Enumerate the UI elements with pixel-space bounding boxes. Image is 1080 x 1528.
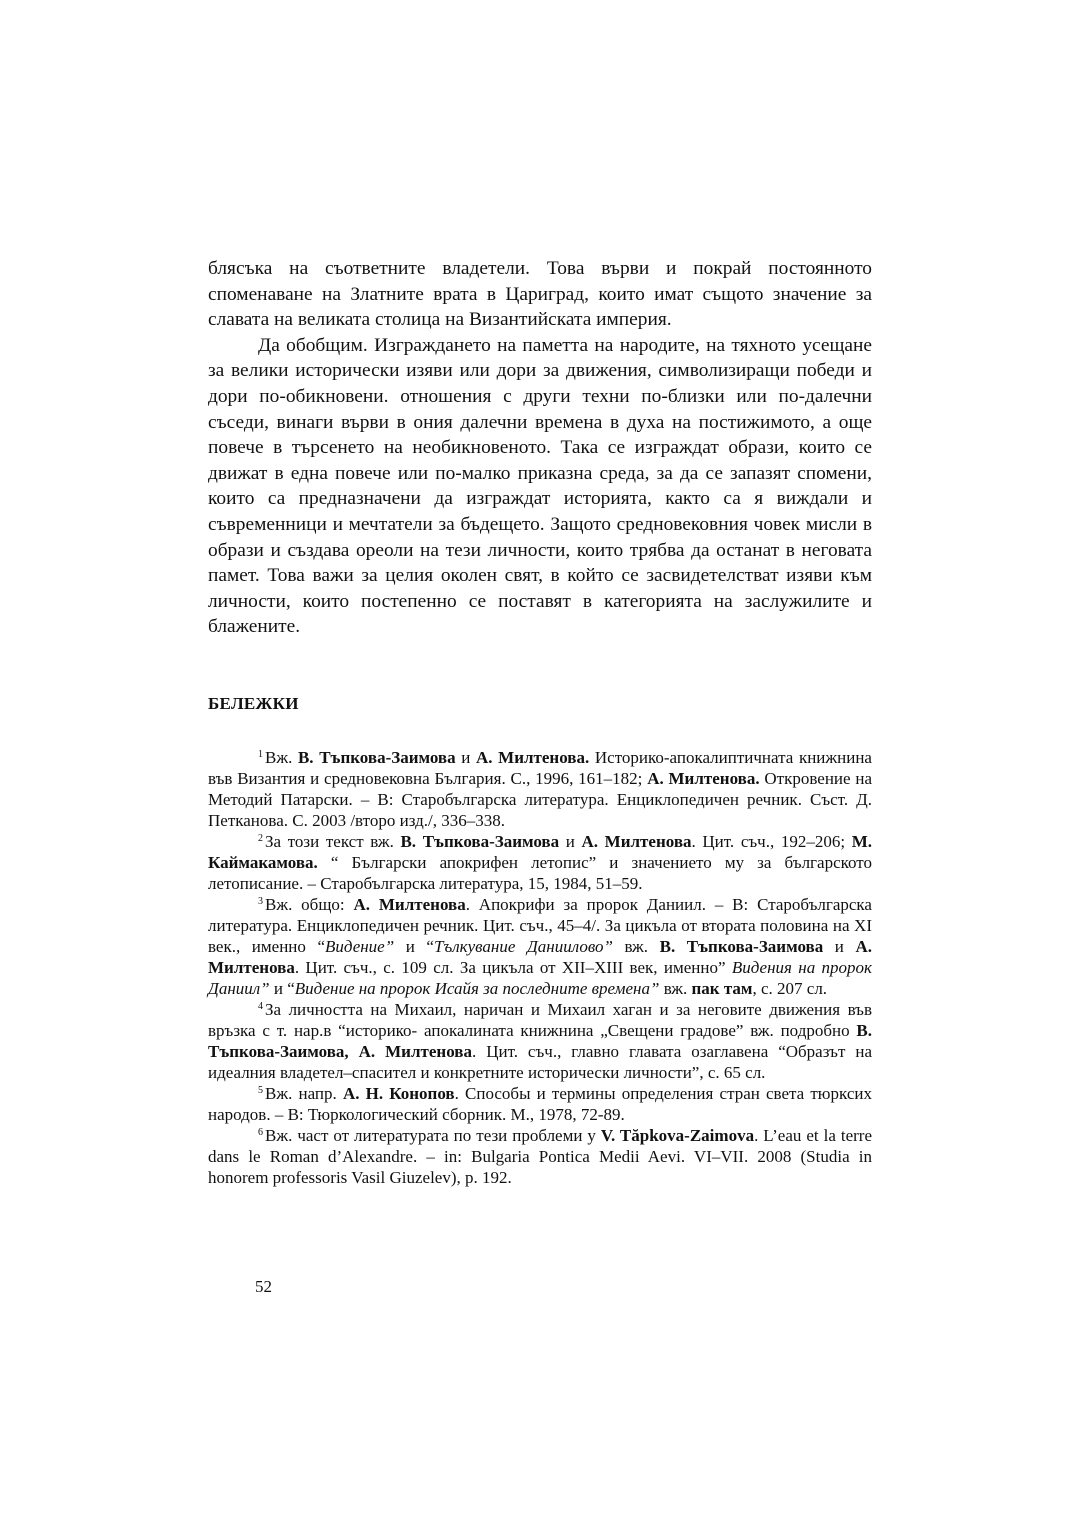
footnote-text: . Способы и термины определения стран света тюрксих народов. – В: Тюркологический сборник. М., 1978, 72-89.: [208, 1083, 872, 1124]
footnote-text: Вж. общо:: [265, 894, 354, 914]
footnote-text: и: [455, 747, 476, 767]
footnote-text: “ Български апокрифен летопис” и значението му за българското летописание. – Старобългарска литература, 15, 1984, 51–59.: [208, 852, 872, 893]
footnote-author: А. Н. Конопов: [342, 1083, 455, 1103]
page-number: 52: [255, 1277, 272, 1296]
footnote-text: Историко-апокалиптичната книжнина във Византия и средновековна България. С., 1996, 161–182;: [208, 747, 872, 788]
footnote-text: . Цит. съч., 192–206;: [691, 831, 852, 851]
footnote-author: А. Милтенова: [208, 936, 872, 977]
body-paragraph-1: блясъка на съответните владетели. Това върви и покрай постоянното споменаване на Златните врата в Цариград, които имат същото значение за славата на великата столица на Византийската империя.: [208, 258, 872, 331]
body-paragraph-2: Да обобщим. Изграждането на паметта на народите, на тяхното усещане за велики исторически изяви или дори за движения, символизиращи победи и дори по-обикновени. отношения с други техни по-близки или по-далечни съседи, винаги върви в ония далечни времена в духа на постижимото, а още повече в търсенето на необикновеното. Така се изграждат образи, които се движат в една повече или по-малко приказна среда, за да се запазят спомени, които са предназначени да изграждат историята, както са я виждали и съвременници и мечтатели за бъдещето. Защото средновековния човек мисли в образи и създава ореоли на тези личности, които трябва да останат в неговата памет. Това важи за целия околен свят, в който се засвидетелстват изяви към личности, които постепенно се поставят в категорията на заслужилите и блажените.: [208, 334, 872, 638]
footnote-text: Вж. напр.: [265, 1083, 343, 1103]
footnote-author: А. Милтенова: [353, 894, 466, 914]
footnote: [208, 831, 872, 894]
footnote: [208, 999, 872, 1083]
footnote-number: 5: [258, 1084, 263, 1096]
footnote-text: За личността на Михаил, наричан и Михаил хаган и за неговите движения във връзка с т. нар.в “историко- апокалината книжнина „Свещени градове” вж. подробно: [208, 999, 872, 1040]
footnote-text: и “: [269, 978, 295, 998]
footnote-author: В. Тъпкова-Заимова: [400, 831, 560, 851]
footnote-number: 3: [258, 895, 263, 907]
footnote-text: Вж. част от литературата по тези проблеми у: [265, 1125, 601, 1145]
footnote-number: 2: [258, 832, 263, 844]
footnote-author: пак там: [691, 978, 753, 998]
footnote-text: За този текст вж.: [265, 831, 401, 851]
footnote-text: и: [823, 936, 856, 956]
footnote-author: В. Тъпкова-Заимова, А. Милтенова: [208, 1020, 872, 1061]
footnote-text: и: [559, 831, 582, 851]
footnote-text: , с. 207 сл.: [752, 978, 828, 998]
footnote-author: А. Милтенова.: [475, 747, 590, 767]
footnote-title-italic: Видение на пророк Исайя за последните времена”: [294, 978, 660, 998]
footnote-number: 4: [258, 1000, 263, 1012]
footnote-title-italic: Видения на пророк Даниил”: [208, 957, 872, 998]
footnote-text: . Цит. съч., с. 109 сл. За цикъла от XII–XIII век, именно”: [294, 957, 732, 977]
footnote-text: . Апокрифи за пророк Даниил. – В: Старобългарска литература. Енциклопедичен речник. Цит. съч., 45–4/. За цикъла от втората половина на XI век., именно “: [208, 894, 872, 956]
footnote: [208, 1125, 872, 1188]
footnote-text: Откровение на Методий Патарски. – В: Старобългарска литература. Енциклопедичен речник. Съст. Д. Петканова. С. 2003 /второ изд./, 336–338.: [208, 768, 872, 830]
footnote-author: А. Милтенова: [581, 831, 692, 851]
footnote-author: В. Тъпкова-Заимова: [297, 747, 456, 767]
footnote-text: . L’eau et la terre dans le Roman d’Alexandre. – in: Bulgaria Pontica Medii Aevi. VI–VII. 2008 (Studia in honorem professoris Vasil Giuzelev), p. 192.: [208, 1125, 873, 1187]
footnote-text: Вж.: [265, 747, 298, 767]
footnote-author: М. Каймакамова.: [208, 831, 873, 872]
footnote: [208, 747, 872, 831]
footnote-author: В. Тъпкова-Заимова: [659, 936, 824, 956]
footnote-text: . Цит. съч., главно главата озаглавена “Образът на идеалния владетел–спасител и конкретните исторически личности”, с. 65 сл.: [208, 1041, 872, 1082]
footnote-text: и “: [394, 936, 434, 956]
footnote-title-italic: Тълкувание Даниилово”: [433, 936, 613, 956]
footnote-text: вж.: [612, 936, 660, 956]
footnote-title-italic: Видение”: [325, 936, 395, 956]
footnote-author: V. Tăpkova-Zaimova: [600, 1125, 755, 1145]
footnote-author: А. Милтенова.: [647, 768, 760, 788]
footnote-number: 1: [258, 748, 263, 760]
footnote-text: вж.: [659, 978, 692, 998]
footnote: [208, 894, 872, 999]
page-content: [208, 256, 872, 1188]
footnote-number: 6: [258, 1126, 263, 1138]
notes-heading: БЕЛЕЖКИ: [208, 693, 299, 713]
body-text: [208, 256, 872, 640]
footnote: [208, 1083, 872, 1125]
notes-list: [208, 747, 872, 1188]
